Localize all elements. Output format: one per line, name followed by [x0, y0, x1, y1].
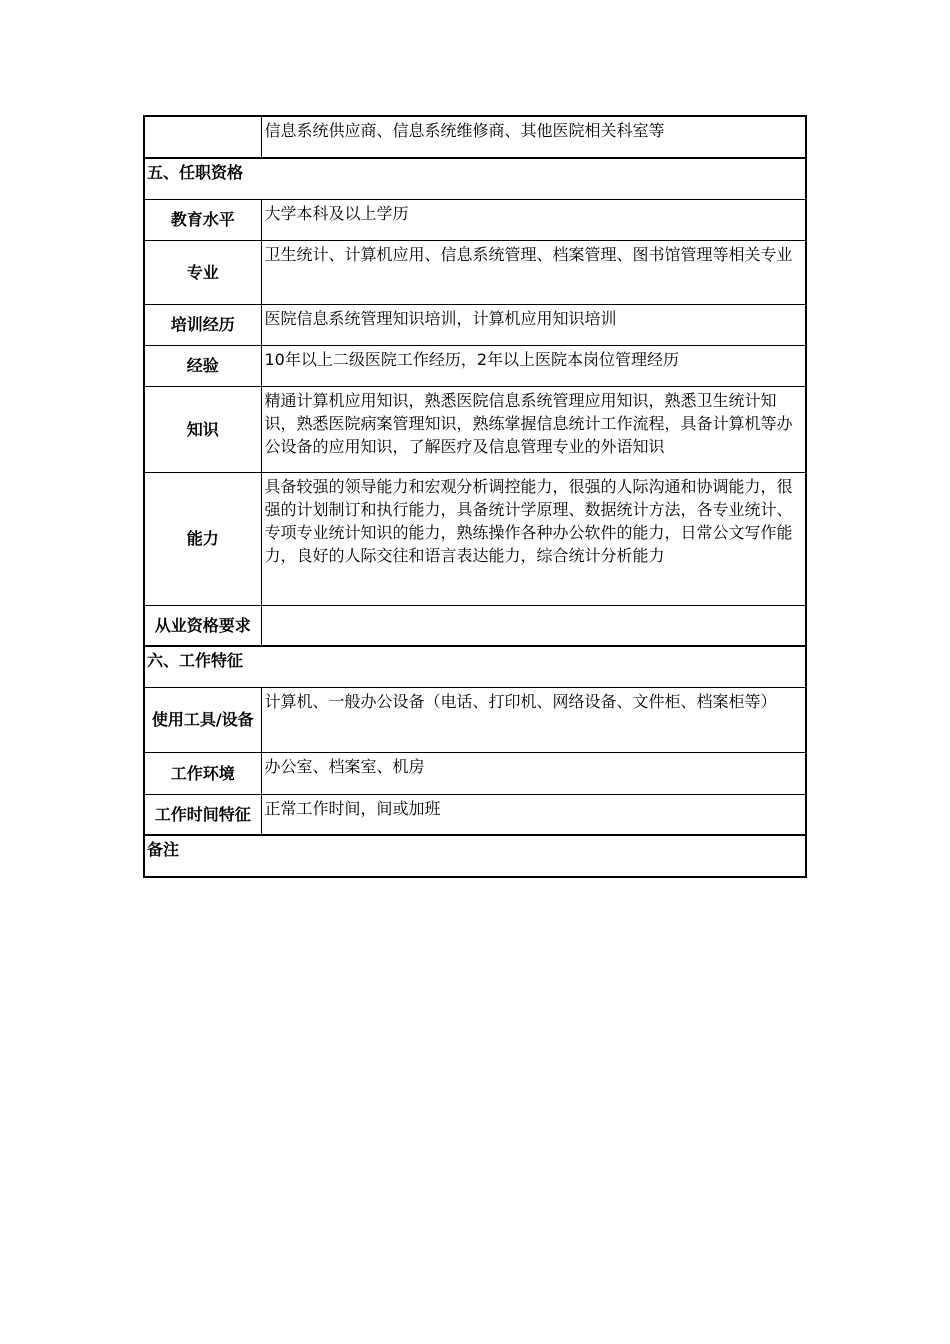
major-label: 专业	[144, 240, 261, 304]
table-row	[144, 199, 806, 240]
table-row	[144, 345, 806, 386]
table-row	[144, 304, 806, 345]
table-row	[144, 835, 806, 877]
training-label: 培训经历	[144, 304, 261, 345]
worktime-value: 正常工作时间，间或加班	[261, 794, 806, 835]
table-row	[144, 472, 806, 605]
table-row	[144, 646, 806, 687]
table-row	[144, 158, 806, 199]
table-row	[144, 386, 806, 472]
empty-label-cell	[144, 116, 261, 158]
table-row	[144, 752, 806, 794]
qualification-label: 从业资格要求	[144, 605, 261, 646]
major-value: 卫生统计、计算机应用、信息系统管理、档案管理、图书馆管理等相关专业	[261, 240, 806, 304]
tools-label: 使用工具/设备	[144, 687, 261, 752]
table-row	[144, 794, 806, 835]
tools-value: 计算机、一般办公设备（电话、打印机、网络设备、文件柜、档案柜等）	[261, 687, 806, 752]
experience-label: 经验	[144, 345, 261, 386]
experience-value: 10年以上二级医院工作经历，2年以上医院本岗位管理经历	[261, 345, 806, 386]
table-row	[144, 687, 806, 752]
table-row	[144, 240, 806, 304]
table-row	[144, 116, 806, 158]
section-5-title: 五、任职资格	[144, 158, 806, 199]
worktime-label: 工作时间特征	[144, 794, 261, 835]
environment-value: 办公室、档案室、机房	[261, 752, 806, 794]
contacts-continued-value: 信息系统供应商、信息系统维修商、其他医院相关科室等	[261, 116, 806, 158]
qualification-value	[261, 605, 806, 646]
remarks-title: 备注	[144, 835, 806, 877]
section-6-title: 六、工作特征	[144, 646, 806, 687]
education-value: 大学本科及以上学历	[261, 199, 806, 240]
knowledge-label: 知识	[144, 386, 261, 472]
ability-label: 能力	[144, 472, 261, 605]
training-value: 医院信息系统管理知识培训，计算机应用知识培训	[261, 304, 806, 345]
table-row	[144, 605, 806, 646]
education-label: 教育水平	[144, 199, 261, 240]
environment-label: 工作环境	[144, 752, 261, 794]
job-description-table	[143, 115, 807, 878]
ability-value: 具备较强的领导能力和宏观分析调控能力，很强的人际沟通和协调能力，很强的计划制订和执行能力，具备统计学原理、数据统计方法，各专业统计、专项专业统计知识的能力，熟练操作各种办公软件的能力，日常公文写作能力，良好的人际交往和语言表达能力，综合统计分析能力	[261, 472, 806, 605]
knowledge-value: 精通计算机应用知识，熟悉医院信息系统管理应用知识，熟悉卫生统计知识，熟悉医院病案管理知识，熟练掌握信息统计工作流程，具备计算机等办公设备的应用知识，了解医疗及信息管理专业的外语知识	[261, 386, 806, 472]
